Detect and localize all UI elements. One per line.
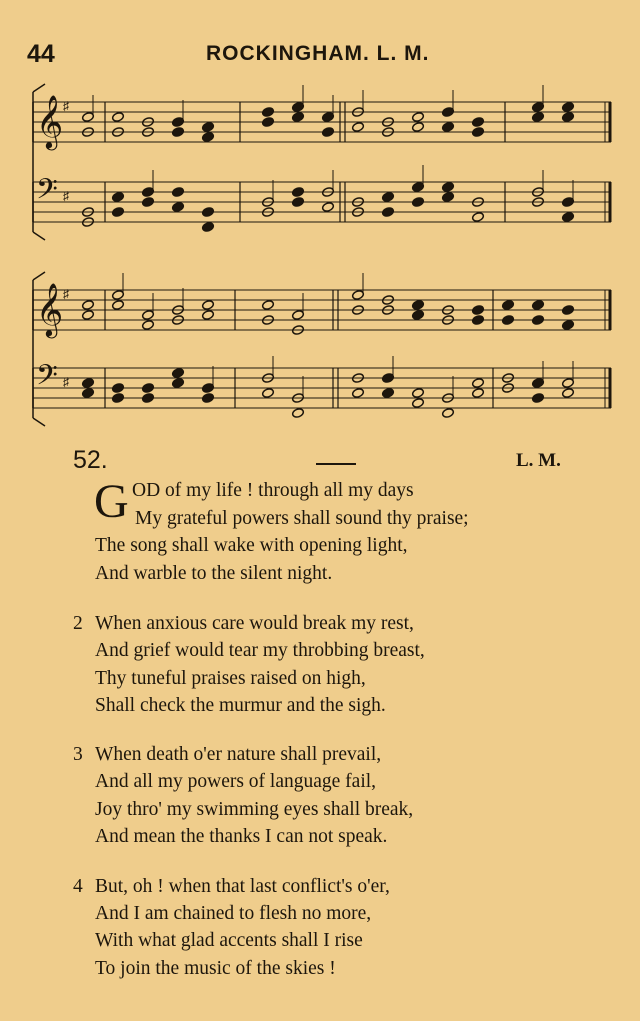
note-head: [172, 187, 185, 198]
note-head: [142, 197, 155, 208]
note-head: [412, 112, 425, 123]
note-head: [202, 222, 215, 233]
note-head: [352, 122, 365, 133]
note-head: [202, 300, 215, 311]
note-head: [532, 315, 545, 326]
note-head: [562, 388, 575, 399]
verse-line: With what glad accents shall I rise: [95, 930, 363, 951]
note-head: [82, 300, 95, 311]
tune-title: ROCKINGHAM. L. M.: [206, 42, 430, 65]
system-bracket: [33, 418, 45, 426]
note-head: [322, 127, 335, 138]
music-score: [0, 80, 640, 440]
hymn-number: 52.: [73, 446, 108, 474]
verse-line: Joy thro' my swimming eyes shall break,: [95, 799, 414, 820]
note-head: [262, 107, 275, 118]
note-head: [262, 117, 275, 128]
sharp-icon: ♯: [63, 99, 69, 113]
note-head: [112, 383, 125, 394]
note-head: [412, 122, 425, 133]
note-head: [382, 192, 395, 203]
note-head: [262, 300, 275, 311]
note-head: [442, 182, 455, 193]
note-head: [112, 207, 125, 218]
note-head: [172, 202, 185, 213]
verse-number: 3: [73, 744, 83, 765]
note-head: [472, 127, 485, 138]
note-head: [142, 383, 155, 394]
verse-line: Shall check the murmur and the sigh.: [95, 695, 386, 716]
verse-line: When anxious care would break my rest,: [95, 613, 414, 634]
note-head: [322, 202, 335, 213]
drop-cap: G: [94, 475, 129, 528]
note-head: [202, 122, 215, 133]
verse-line: Thy tuneful praises raised on high,: [95, 668, 366, 689]
note-head: [412, 398, 425, 409]
system-bracket: [33, 232, 45, 240]
note-head: [532, 300, 545, 311]
treble-clef-icon: 𝄞: [36, 94, 64, 148]
note-head: [502, 300, 515, 311]
verse-line: When death o'er nature shall prevail,: [95, 744, 382, 765]
sharp-icon: ♯: [63, 189, 69, 203]
bass-clef-icon: 𝄢: [36, 359, 58, 399]
bass-clef-icon: 𝄢: [36, 173, 58, 213]
note-head: [112, 393, 125, 404]
note-head: [262, 388, 275, 399]
note-head: [562, 112, 575, 123]
note-head: [82, 310, 95, 321]
note-head: [142, 320, 155, 331]
note-head: [532, 112, 545, 123]
note-head: [292, 112, 305, 123]
verse-line: My grateful powers shall sound thy praise;: [135, 508, 469, 529]
note-head: [292, 197, 305, 208]
verse-line: And grief would tear my throbbing breast,: [95, 640, 425, 661]
note-head: [202, 310, 215, 321]
note-head: [562, 320, 575, 331]
note-head: [442, 192, 455, 203]
verse-line: And mean the thanks I can not speak.: [95, 826, 388, 847]
note-head: [412, 197, 425, 208]
note-head: [382, 388, 395, 399]
note-head: [172, 368, 185, 379]
verse-line: And warble to the silent night.: [95, 563, 333, 584]
note-head: [442, 122, 455, 133]
verse-line: But, oh ! when that last conflict's o'er,: [95, 876, 390, 897]
note-head: [412, 300, 425, 311]
note-head: [292, 408, 305, 419]
note-head: [142, 393, 155, 404]
note-head: [202, 393, 215, 404]
note-head: [562, 212, 575, 223]
note-head: [472, 212, 485, 223]
note-head: [472, 378, 485, 389]
note-head: [82, 378, 95, 389]
treble-clef-icon: 𝄞: [36, 282, 64, 336]
verse-line: OD of my life ! through all my days: [132, 480, 414, 501]
note-head: [532, 393, 545, 404]
note-head: [562, 102, 575, 113]
verse-number: 4: [73, 876, 83, 897]
note-head: [472, 305, 485, 316]
verse-line: And all my powers of language fail,: [95, 771, 377, 792]
sharp-icon: ♯: [63, 287, 69, 301]
sharp-icon: ♯: [63, 375, 69, 389]
note-head: [202, 207, 215, 218]
verse-number: 2: [73, 613, 83, 634]
system-bracket: [33, 272, 45, 280]
note-head: [352, 388, 365, 399]
note-head: [292, 187, 305, 198]
verse-line: The song shall wake with opening light,: [95, 535, 408, 556]
note-head: [472, 315, 485, 326]
note-head: [172, 378, 185, 389]
note-head: [112, 192, 125, 203]
verse-line: And I am chained to flesh no more,: [95, 903, 372, 924]
note-head: [472, 388, 485, 399]
note-head: [502, 315, 515, 326]
note-head: [112, 300, 125, 311]
note-head: [172, 127, 185, 138]
page-number: 44: [27, 40, 55, 68]
note-head: [472, 117, 485, 128]
note-head: [562, 305, 575, 316]
note-head: [82, 388, 95, 399]
note-head: [412, 388, 425, 399]
hymn-meter: L. M.: [516, 450, 561, 471]
note-head: [382, 207, 395, 218]
note-head: [202, 132, 215, 143]
verse-line: To join the music of the skies !: [95, 958, 336, 979]
note-head: [412, 310, 425, 321]
system-bracket: [33, 84, 45, 92]
note-head: [112, 112, 125, 123]
note-head: [442, 408, 455, 419]
divider-dash: [316, 463, 356, 465]
